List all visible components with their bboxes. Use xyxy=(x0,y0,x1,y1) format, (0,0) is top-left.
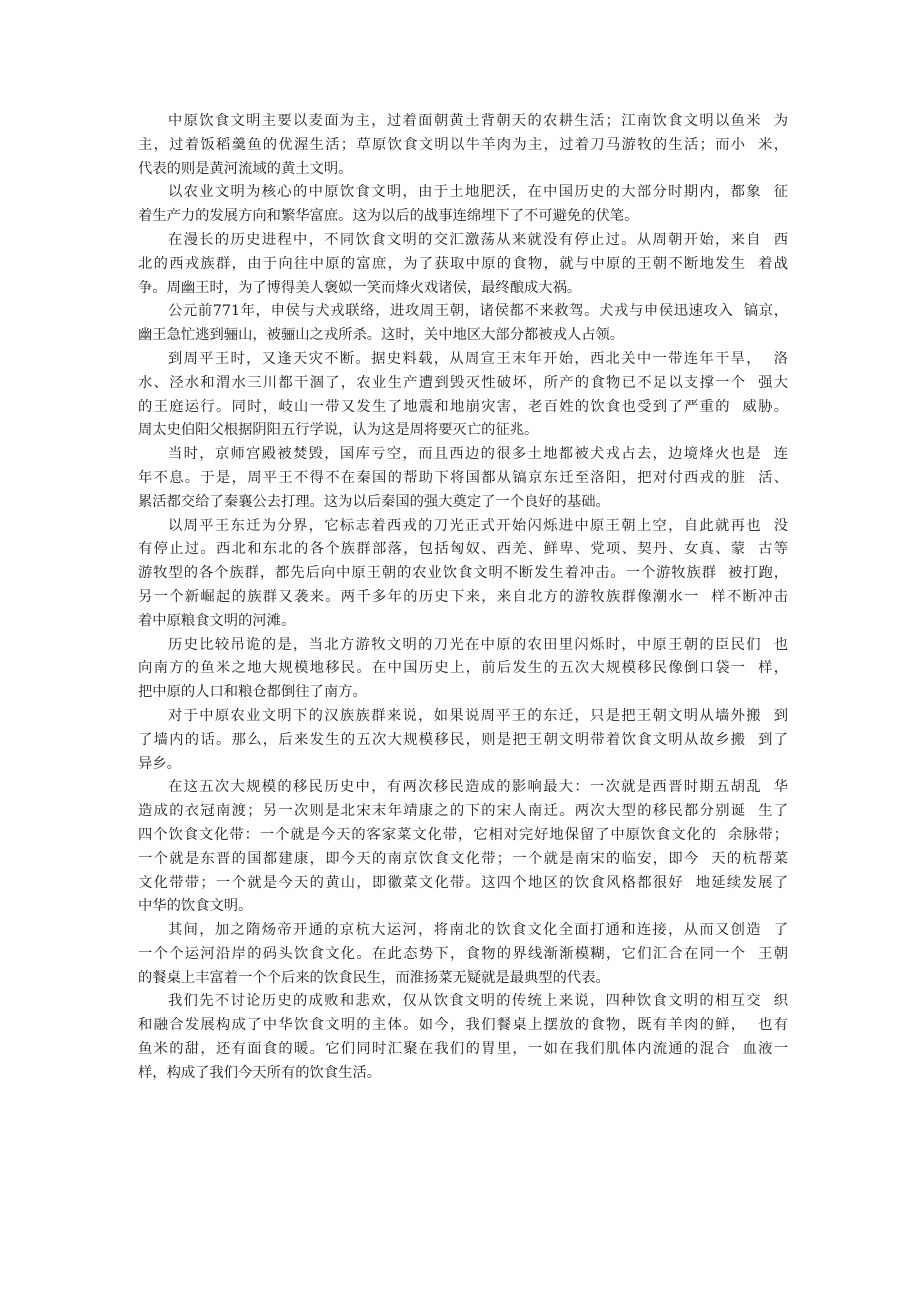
paragraph-line: 在这五次大规模的移民历史中，有两次移民造成的影响最大：一次就是西晋时期五胡乱 华 xyxy=(168,779,788,796)
paragraph-line: 中原饮食文明主要以麦面为主，过着面朝黄土背朝天的农耕生活；江南饮食文明以鱼米 为 xyxy=(168,113,788,129)
paragraph xyxy=(138,634,788,705)
paragraph-line: 对于中原农业文明下的汉族族群来说，如果说周平王的东迁，只是把王朝文明从墙外搬 到 xyxy=(168,707,788,724)
paragraph-line: 公元前771年，申侯与犬戎联络，进攻周王朝，诸侯都不来救驾。犬戎与申侯迅速攻入 镐京， xyxy=(168,303,788,320)
paragraph-line: 年不息。于是，周平王不得不在秦国的帮助下将国都从镐京东迁至洛阳，把对付西戎的脏 活、 xyxy=(138,469,788,486)
paragraph-line: 的王庭运行。同时，岐山一带又发生了地震和地崩灾害，老百姓的饮食也受到了严重的 威胁。 xyxy=(138,398,788,415)
paragraph-line: 鱼米的甜，还有面食的暖。它们同时汇聚在我们的胃里，一如在我们肌体内流通的混合 血液一 xyxy=(138,1041,788,1058)
paragraph-line: 着生产力的发展方向和繁华富庶。这为以后的战事连绵埋下了不可避免的伏笔。 xyxy=(138,208,639,225)
paragraph-line: 周太史伯阳父根据阴阳五行学说，认为这是周将要灭亡的征兆。 xyxy=(138,422,539,439)
paragraph-line: 中华的饮食文明。 xyxy=(138,898,253,915)
paragraph-line: 着中原粮食文明的河滩。 xyxy=(138,612,296,629)
paragraph xyxy=(138,919,788,990)
paragraph-line: 我们先不讨论历史的成败和悲欢，仅从饮食文明的传统上来说，四种饮食文明的相互交 织 xyxy=(168,993,788,1010)
paragraph-line: 累活都交给了秦襄公去打理。这为以后秦国的强大奠定了一个良好的基础。 xyxy=(138,493,610,510)
paragraph-line: 四个饮食文化带：一个就是今天的客家菜文化带，它相对完好地保留了中原饮食文化的 余脉带； xyxy=(138,826,788,843)
paragraph-line: 另一个新崛起的族群又袭来。两千多年的历史下来，来自北方的游牧族群像潮水一 样不断冲击 xyxy=(138,588,788,605)
paragraph xyxy=(138,443,788,514)
paragraph xyxy=(138,705,788,776)
paragraph-line: 当时，京师宫殿被焚毁，国库亏空，而且西边的很多土地都被犬戎占去，边境烽火也是 连 xyxy=(168,446,788,463)
paragraph-line: 了墙内的话。那么，后来发生的五次大规模移民，则是把王朝文明带着饮食文明从故乡搬 到了 xyxy=(138,731,788,748)
paragraph-line: 一个就是东晋的国都建康，即今天的南京饮食文化带；一个就是南宋的临安，即今 天的杭帮菜 xyxy=(138,850,788,867)
paragraph-line: 游牧型的各个族群，都先后向中原王朝的农业饮食文明不断发生着冲击。一个游牧族群 被打跑， xyxy=(138,565,788,582)
paragraph xyxy=(138,110,788,181)
paragraph-line: 到周平王时，又逢天灾不断。据史料载，从周宣王末年开始，西北关中一带连年干旱， 洛 xyxy=(168,350,788,367)
paragraph-line: 其间，加之隋炀帝开通的京杭大运河，将南北的饮食文化全面打通和连接，从而又创造 了 xyxy=(168,922,788,939)
paragraph-line: 有停止过。西北和东北的各个族群部落，包括匈奴、西羌、鲜卑、党项、契丹、女真、蒙 古等 xyxy=(138,541,788,558)
paragraph-line: 把中原的人口和粮仓都倒往了南方。 xyxy=(138,684,367,701)
paragraph xyxy=(138,515,788,634)
paragraph-line: 北的西戎族群，由于向往中原的富庶，为了获取中原的食物，就与中原的王朝不断地发生 着战 xyxy=(138,255,788,272)
paragraph-line: 幽王急忙逃到骊山，被骊山之戎所杀。这时，关中地区大部分都被戎人占领。 xyxy=(138,327,625,344)
paragraph-line: 造成的衣冠南渡；另一次则是北宋末年靖康之的下的宋人南迁。两次大型的移民都分别诞 生了 xyxy=(138,803,788,820)
paragraph-line: 文化带带；一个就是今天的黄山，即徽菜文化带。这四个地区的饮食风格都很好 地延续发展了 xyxy=(138,874,788,891)
paragraph-line: 水、泾水和渭水三川都干涸了，农业生产遭到毁灭性破坏，所产的食物已不足以支撑一个 强大 xyxy=(138,374,788,391)
paragraph-line: 在漫长的历史进程中，不同饮食文明的交汇激荡从来就没有停止过。从周朝开始，来自 西 xyxy=(168,231,788,248)
paragraph-line: 的餐桌上丰富着一个个后来的饮食民生，而淮扬菜无疑就是最典型的代表。 xyxy=(138,969,610,986)
paragraph xyxy=(138,348,788,443)
paragraph-line: 以农业文明为核心的中原饮食文明，由于土地肥沃，在中国历史的大部分时期内，都象 征 xyxy=(168,184,788,201)
paragraph-line: 向南方的鱼米之地大规模地移民。在中国历史上，前后发生的五次大规模移民像倒口袋一 样， xyxy=(138,660,788,677)
paragraph-line: 代表的则是黄河流域的黄土文明。 xyxy=(138,160,353,177)
paragraph-line: 异乡。 xyxy=(138,755,181,772)
paragraph-line: 一个个运河沿岸的码头饮食文化。在此态势下，食物的界线渐渐模糊，它们汇合在同一个 王朝 xyxy=(138,945,788,962)
paragraph-line: 以周平王东迁为分界，它标志着西戎的刀光正式开始闪烁进中原王朝上空，自此就再也 没 xyxy=(168,517,788,534)
paragraph-line: 样，构成了我们今天所有的饮食生活。 xyxy=(138,1064,382,1081)
paragraph xyxy=(138,181,788,229)
paragraph xyxy=(138,300,788,348)
paragraph-line: 主，过着饭稻羹鱼的优渥生活；草原饮食文明以牛羊肉为主，过着刀马游牧的生活；而小 米， xyxy=(138,136,788,153)
paragraph-line: 和融合发展构成了中华饮食文明的主体。如今，我们餐桌上摆放的食物，既有羊肉的鲜， 也有 xyxy=(138,1017,788,1034)
paragraph-line: 争。周幽王时，为了博得美人褒姒一笑而烽火戏诸侯，最终酿成大祸。 xyxy=(138,279,582,296)
document-body xyxy=(138,110,788,1086)
paragraph-line: 历史比较吊诡的是，当北方游牧文明的刀光在中原的农田里闪烁时，中原王朝的臣民们 也 xyxy=(168,636,788,653)
paragraph xyxy=(138,229,788,300)
paragraph xyxy=(138,990,788,1085)
paragraph xyxy=(138,776,788,919)
